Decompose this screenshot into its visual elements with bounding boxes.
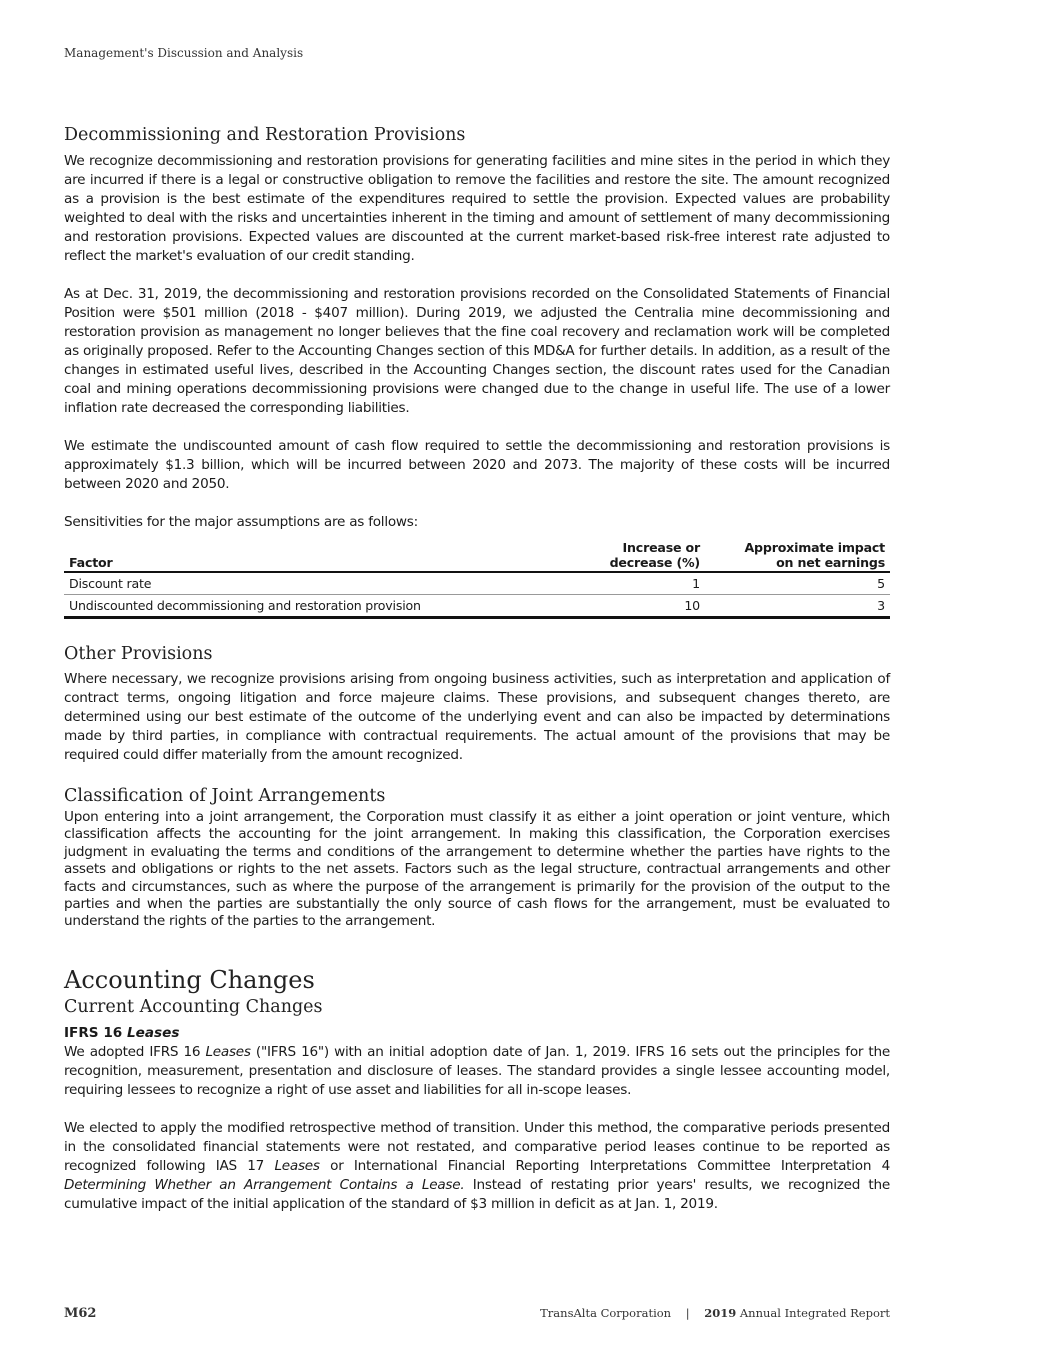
footer-company: TransAlta Corporation: [540, 1306, 672, 1320]
italic-text: Leases: [205, 1044, 251, 1060]
header-line: Increase or: [622, 540, 700, 555]
paragraph: Upon entering into a joint arrangement, the Corporation must classify it as either a joint operation or joint venture, which classification affects the accounting for the joint arrangement. In making this classification, the Corporation exercises judgment in evaluating the terms and conditions of the arrangement to determine whether the parties have rights to the assets and obligations or rights to the net assets. Factors such as the legal structure, contractual arrangements and other facts and circumstances, such as where the purpose of the arrangement is primarily for the provision of the output to the parties and when the parties are substantially the only source of cash flows for the arrangement, must be evaluated to understand the rights of the parties to the arrangement.: [64, 809, 890, 930]
header-line: on net earnings: [776, 555, 885, 570]
italic-text: Determining Whether an Arrangement Contains a Lease.: [64, 1177, 465, 1193]
table-header-row: [64, 540, 890, 572]
paragraph: [64, 1119, 890, 1214]
table-row: [64, 595, 890, 618]
ifrs16-heading: [64, 1025, 890, 1041]
subsection-title-current-changes: Current Accounting Changes: [64, 997, 323, 1017]
text: ("IFRS 16") with an initial adoption date of Jan. 1, 2019. IFRS 16 sets out the principles for the recognition, measurement, presentation and disclosure of leases. The standard provides a single lessee accounting model, requiring lessees to recognize a right of use asset and liabilities for all in-scope leases.: [64, 1044, 890, 1098]
text: or International Financial Reporting Interpretations Committee Interpretation 4: [319, 1158, 890, 1174]
column-header-impact: [705, 540, 890, 572]
section-title-joint-arrangements: Classification of Joint Arrangements: [64, 786, 386, 806]
column-header-factor: Factor: [64, 540, 545, 572]
paragraph: Where necessary, we recognize provisions arising from ongoing business activities, such as interpretation and application of contract terms, ongoing litigation and force majeure claims. These provisions, and subsequent changes thereto, are determined using our best estimate of the outcome of the underlying event and can also be impacted by determinations made by third parties, in compliance with contractual requirements. The actual amount of the provisions that may be required could differ materially from the amount recognized.: [64, 671, 890, 763]
section-title-decommissioning: Decommissioning and Restoration Provisions: [64, 125, 466, 145]
sensitivity-table: [64, 540, 890, 619]
text: We elected to apply the modified retrospective method of transition. Under this method, the comparative periods presented in the consolidated financial statements were not restated, and comparative period leases continue to be reported as recognized following IAS 17: [64, 1120, 890, 1174]
footer-report-title: [540, 1306, 890, 1320]
cell-impact: 5: [705, 572, 890, 595]
footer-separator: |: [685, 1306, 690, 1320]
header-line: Approximate impact: [744, 540, 885, 555]
paragraph: [64, 1043, 890, 1100]
italic-text: Leases: [274, 1158, 320, 1174]
text: Instead of restating prior years' results, we recognized the cumulative impact of the initial application of the standard of $3 million in deficit as at Jan. 1, 2019.: [64, 1177, 890, 1212]
paragraph: As at Dec. 31, 2019, the decommissioning and restoration provisions recorded on the Consolidated Statements of Financial Position were $501 million (2018 - $407 million). During 2019, we adjusted the Centralia mine decommissioning and restoration provision as management no longer believes that the fine coal recovery and reclamation work will be completed as originally proposed. Refer to the Accounting Changes section of this MD&A for further details. In addition, as a result of the changes in estimated useful lives, described in the Accounting Changes section, the discount rates used for the Canadian coal and mining operations decommissioning provisions were changed due to the change in useful life. The use of a lower inflation rate decreased the corresponding liabilities.: [64, 286, 890, 416]
cell-change: 10: [545, 595, 705, 618]
paragraph: We estimate the undiscounted amount of cash flow required to settle the decommissioning and restoration provisions is approximately $1.3 billion, which will be incurred between 2020 and 2073. The majority of these costs will be incurred between 2020 and 2050.: [64, 438, 890, 492]
section-title-other-provisions: Other Provisions: [64, 644, 213, 664]
paragraph: We recognize decommissioning and restoration provisions for generating facilities and mine sites in the period in which they are incurred if there is a legal or constructive obligation to remove the facilities and restore the site. The amount recognized as a provision is the best estimate of the expenditures required to settle the provision. Expected values are probability weighted to deal with the risks and uncertainties inherent in the timing and amount of settlement of many decommissioning and restoration provisions. Expected values are discounted at the current market-based risk-free interest rate adjusted to reflect the market's evaluation of our credit standing.: [64, 153, 890, 264]
cell-impact: 3: [705, 595, 890, 618]
paragraph: Sensitivities for the major assumptions are as follows:: [64, 514, 418, 530]
column-header-change: [545, 540, 705, 572]
header-line: decrease (%): [609, 555, 700, 570]
heading-italic: Leases: [126, 1025, 180, 1041]
running-header: Management's Discussion and Analysis: [64, 46, 304, 60]
footer-year: 2019: [704, 1306, 737, 1320]
cell-change: 1: [545, 572, 705, 595]
page-number: M62: [64, 1306, 97, 1321]
cell-factor: Discount rate: [64, 572, 545, 595]
cell-factor: Undiscounted decommissioning and restoration provision: [64, 595, 545, 618]
text: We adopted IFRS 16: [64, 1044, 206, 1060]
section-title-accounting-changes: Accounting Changes: [64, 966, 315, 994]
table-row: [64, 572, 890, 595]
footer-report: Annual Integrated Report: [739, 1306, 890, 1320]
sensitivity-table-wrapper: [64, 540, 890, 619]
heading-text: IFRS 16: [64, 1025, 127, 1041]
